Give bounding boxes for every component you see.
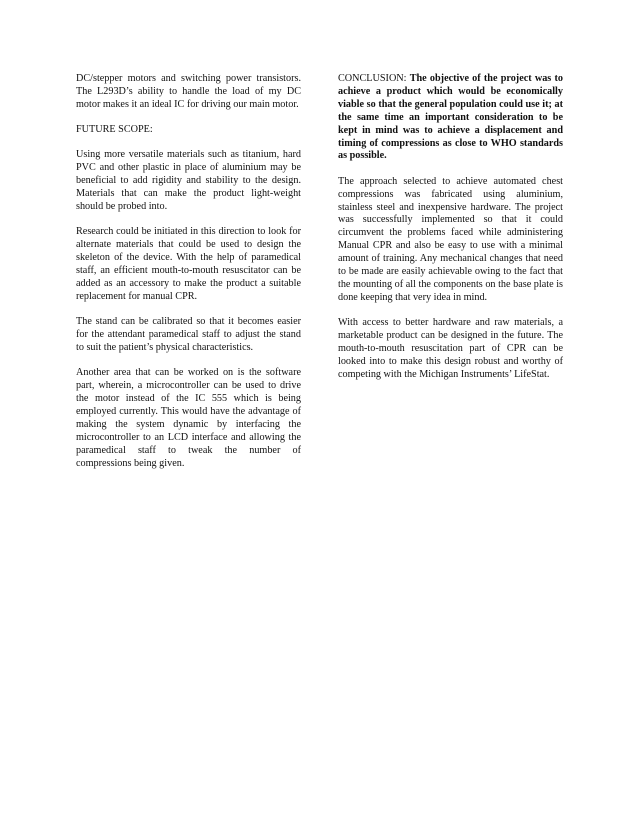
research-paragraph: Research could be initiated in this direction to look for alternate materials that could be used to design the skeleton of the device. With the help of paramedical staff, an efficient mouth-to-mouth resuscitator can be added as an accessory to make the product a suitable replacement for manual CPR. bbox=[76, 226, 301, 302]
future-scope-heading: FUTURE SCOPE: bbox=[76, 124, 153, 136]
right-column bbox=[338, 73, 563, 394]
materials-paragraph: Using more versatile materials such as titanium, hard PVC and other plastic in place of aluminium may be beneficial to add rigidity and stability to the design. Materials that can make the product light-weight should be probed into. bbox=[76, 149, 301, 213]
conclusion-heading: CONCLUSION: bbox=[338, 73, 410, 84]
stand-calibration-paragraph: The stand can be calibrated so that it becomes easier for the attendant paramedical staff to adjust the stand to suit the patient’s physical characteristics. bbox=[76, 316, 301, 353]
left-column bbox=[76, 73, 301, 483]
future-product-paragraph: With access to better hardware and raw materials, a marketable product can be designed in the future. The mouth-to-mouth resuscitation part of CPR can be looked into to make this design robust and worthy of competing with the Michigan Instruments’ LifeStat. bbox=[338, 317, 563, 380]
software-paragraph: Another area that can be worked on is the software part, wherein, a microcontroller can be used to drive the motor instead of the IC 555 which is being employed currently. This would have the advantage of making the system dynamic by interfacing the microcontroller to an LCD interface and allowing the paramedical staff to tweak the number of compressions being given. bbox=[76, 367, 301, 469]
motor-driver-paragraph: DC/stepper motors and switching power transistors. The L293D’s ability to handle the load of my DC motor makes it an ideal IC for driving our main motor. bbox=[76, 73, 301, 110]
approach-paragraph: The approach selected to achieve automated chest compressions was fabricated using aluminium, stainless steel and inexpensive hardware. The project was successfully implemented so that it could circumvent the problems faced while administering Manual CPR and also be easy to use with a minimal amount of training. Any mechanical changes that need to be made are easily achievable owing to the fact that the mounting of all the components on the base plate is done keeping that very idea in mind. bbox=[338, 175, 563, 303]
conclusion-paragraph bbox=[338, 73, 563, 163]
conclusion-objective-text: The objective of the project was to achieve a product which would be economically viable so that the general population could use it; at the same time an important consideration to be kept in mind was to achieve a displacement and timing of compressions as close to WHO standards as possible. bbox=[338, 73, 563, 162]
